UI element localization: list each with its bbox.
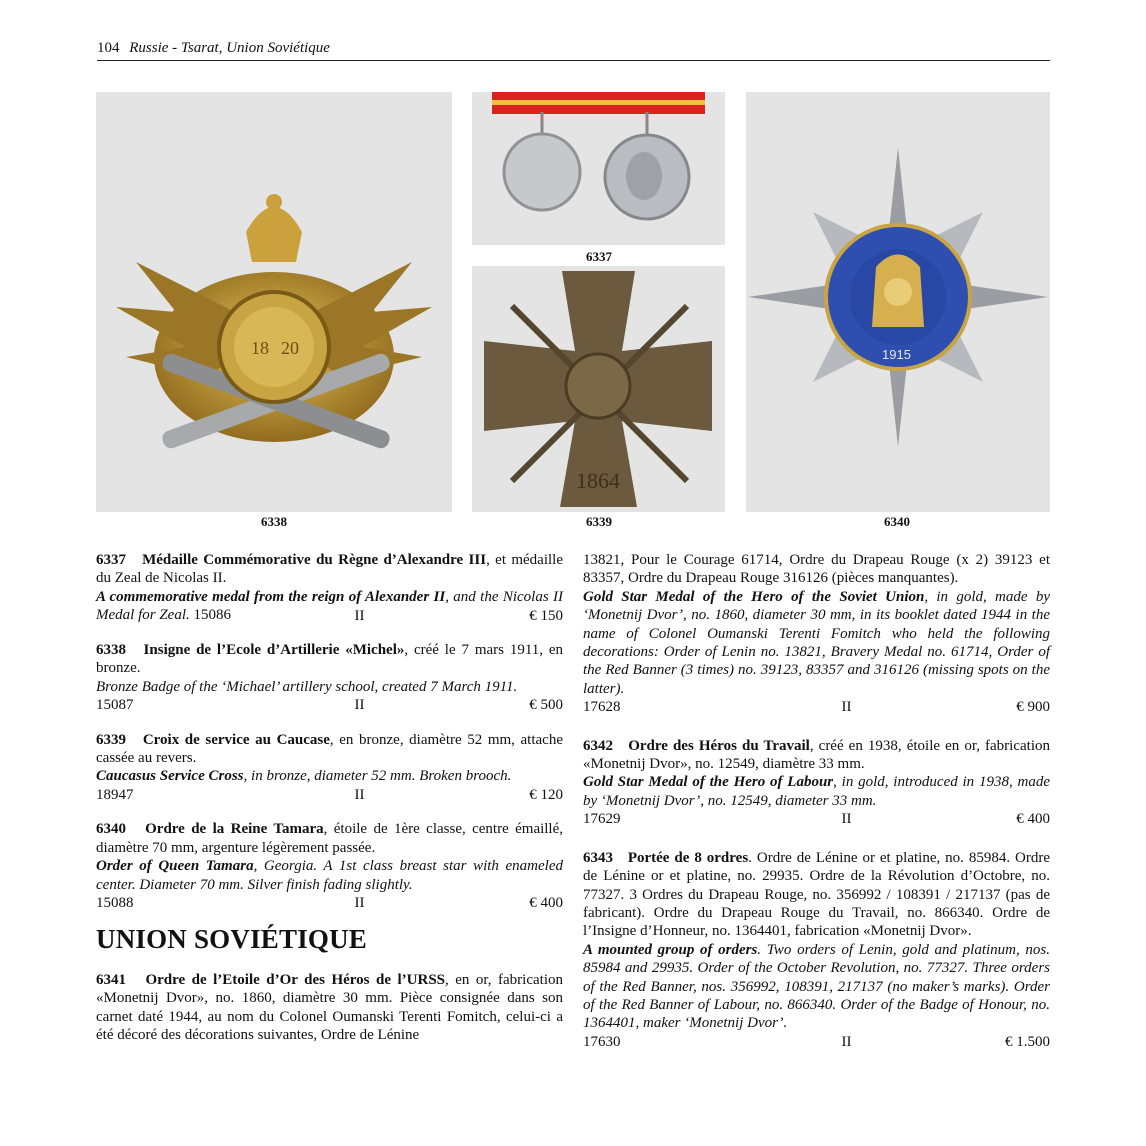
lot-desc-en: Bronze Badge of the ‘Michael’ artillery school, created 7 March 1911.	[96, 678, 518, 695]
caption-6339: 6339	[586, 514, 612, 529]
lot-condition: II	[841, 811, 852, 828]
lot-ref: 18947	[96, 786, 134, 803]
lot-desc-fr: , en bronze, diamètre 52 mm, attache cassée au revers.	[96, 731, 563, 767]
medals-image	[472, 92, 725, 245]
lot-condition: II	[841, 1033, 852, 1050]
lot-ref-inline: 15086	[193, 607, 231, 624]
lot-6342	[583, 737, 1050, 829]
page-header	[97, 40, 1050, 61]
lot-ref: 15088	[96, 894, 134, 911]
lot-ref: 17629	[583, 811, 621, 828]
lot-title-en: Gold Star Medal of the Hero of the Soviet Union	[583, 588, 925, 605]
lot-6341	[96, 971, 563, 1045]
section-name: Russie - Tsarat, Union Soviétique	[129, 40, 330, 56]
lot-desc-en: , in gold, made by ‘Monetnij Dvor’, no. 1860, diameter 30 mm, in its booklet dated 1944 in the name of Colonel Oumanski Terenti Fomitch who held the following decorations: Order of Lenin no. 13821, Bravery Medal no. 61714, Order of the Red Banner (3 times) no. 39123, 83357 and 316126 (missing spots on the latter).	[583, 588, 1050, 697]
lot-number: 6341	[96, 971, 126, 988]
lot-number: 6343	[583, 849, 613, 866]
lot-desc-en: , Georgia. A 1st class breast star with enameled center. Diameter 70 mm. Silver finish fading slightly.	[96, 858, 563, 893]
lot-6337	[96, 551, 563, 625]
lot-desc-fr: , créé le 7 mars 1911, en bronze.	[96, 642, 564, 677]
star-year: 1915	[882, 347, 911, 362]
lot-number: 6340	[96, 821, 126, 838]
lot-desc-en: , in bronze, diameter 52 mm. Broken brooch.	[243, 768, 512, 785]
lot-price: € 900	[1016, 699, 1050, 716]
badge-year-left: 18	[251, 338, 269, 358]
caption-6338: 6338	[261, 514, 287, 529]
caption-6340: 6340	[884, 514, 910, 529]
lot-title-fr: Ordre de l’Etoile d’Or des Héros de l’URSS	[145, 971, 446, 988]
badge-year-right: 20	[281, 338, 299, 358]
lot-desc-en: , in gold, introduced in 1938, made by ‘Monetnij Dvor’, no. 12549, diameter 33 mm.	[583, 774, 1050, 809]
caption-6337: 6337	[586, 249, 612, 264]
lot-desc-fr: 13821, Pour le Courage 61714, Ordre du Drapeau Rouge (x 2) 39123 et 83357, Ordre du Drapeau Rouge 316126 (pièces manquantes).	[583, 552, 1050, 587]
caucasus-cross-image	[472, 266, 725, 512]
photo-6339	[472, 266, 725, 512]
lot-desc-fr: , et médaille du Zeal de Nicolas II.	[96, 552, 563, 587]
lot-ref: 17630	[583, 1033, 621, 1050]
cross-year: 1864	[576, 468, 620, 493]
lot-6340	[96, 820, 563, 912]
lot-condition: II	[354, 786, 365, 803]
right-column	[583, 551, 1050, 1067]
lot-price: € 400	[529, 894, 563, 911]
lot-price: € 400	[1016, 811, 1050, 828]
lot-condition: II	[841, 699, 852, 716]
lot-ref: 15087	[96, 697, 134, 714]
lot-title-fr: Portée de 8 ordres	[627, 849, 749, 866]
lot-price: € 500	[529, 697, 563, 714]
lot-title-en: Gold Star Medal of the Hero of Labour	[583, 774, 834, 791]
lot-title-en: A commemorative medal from the reign of Alexander II	[96, 588, 446, 605]
photo-6337	[472, 92, 725, 245]
lot-title-fr: Insigne de l’Ecole d’Artillerie «Michel»	[143, 642, 405, 659]
lot-number: 6338	[96, 642, 126, 659]
page-number: 104	[97, 40, 120, 56]
lot-title-en: Order of Queen Tamara	[96, 858, 254, 875]
section-title: UNION SOVIÉTIQUE	[96, 924, 368, 955]
lot-6339	[96, 731, 563, 805]
lot-6338	[96, 641, 563, 715]
lot-price: € 1.500	[1005, 1033, 1050, 1050]
lot-number: 6342	[583, 737, 613, 754]
lot-title-en: A mounted group of orders	[583, 941, 758, 958]
lot-number: 6337	[96, 552, 126, 568]
lot-price: € 120	[529, 786, 563, 803]
photo-6340	[746, 92, 1050, 512]
eagle-badge-image	[96, 92, 452, 512]
lot-ref: 17628	[583, 699, 621, 716]
lot-condition: II	[354, 697, 365, 714]
lot-title-fr: Ordre des Héros du Travail	[628, 737, 810, 754]
tamara-star-image	[746, 92, 1050, 512]
left-column	[96, 551, 563, 1060]
lot-desc-fr: , créé en 1938, étoile en or, fabrication «Monetnij Dvor», no. 12549, diamètre 33 mm.	[583, 737, 1050, 773]
lot-price: € 150	[529, 607, 563, 624]
lot-desc-en: . Two orders of Lenin, gold and platinum, nos. 85984 and 29935. Order of the October Revolution, no. 77327. Three orders of the Red Banner, nos. 356992, 108391, 217137 (no maker’s marks). Order of the Red Banner of Labour, no. 866340. Order of the Badge of Honour, no. 1364401, maker ‘Monetnij Dvor’.	[583, 941, 1050, 1032]
lot-desc-fr: , étoile de 1ère classe, centre émaillé, diamètre 70 mm, argenture légèrement passée.	[96, 821, 564, 856]
lot-desc-fr: , en or, fabrication «Monetnij Dvor», no. 1860, diamètre 30 mm. Pièce consignée dans son carnet daté 1944, au nom du Colonel Oumanski Terenti Fomitch, celui-ci a été décoré des décorations suivantes, Ordre de Lénine	[96, 971, 563, 1043]
photo-6338	[96, 92, 452, 512]
lot-condition: II	[354, 607, 365, 624]
lot-title-fr: Médaille Commémorative du Règne d’Alexandre III	[142, 552, 487, 568]
lot-title-fr: Ordre de la Reine Tamara	[145, 821, 324, 838]
lot-desc-en: , and the Nicolas II Medal for Zeal.	[96, 588, 563, 624]
lot-number: 6339	[96, 731, 126, 748]
lot-condition: II	[354, 894, 365, 911]
lot-title-fr: Croix de service au Caucase	[142, 731, 330, 748]
lot-6341-continued	[583, 551, 1050, 717]
lot-desc-fr: . Ordre de Lénine or et platine, no. 85984. Ordre de Lénine or et platine, no. 29935. Ordre de la Révolution d’Octobre, no. 77327. 3 Ordres du Drapeau Rouge, no. 356992 / 108391 / 217137 (pas de fabricant). Ordre du Drapeau Rouge du Travail, no. 866340. Ordre de l’Insigne d’Honneur, no. 1364401, fabrication «Monetnij Dvor».	[583, 849, 1051, 940]
lot-title-en: Caucasus Service Cross	[96, 768, 244, 785]
lot-6343	[583, 849, 1050, 1051]
